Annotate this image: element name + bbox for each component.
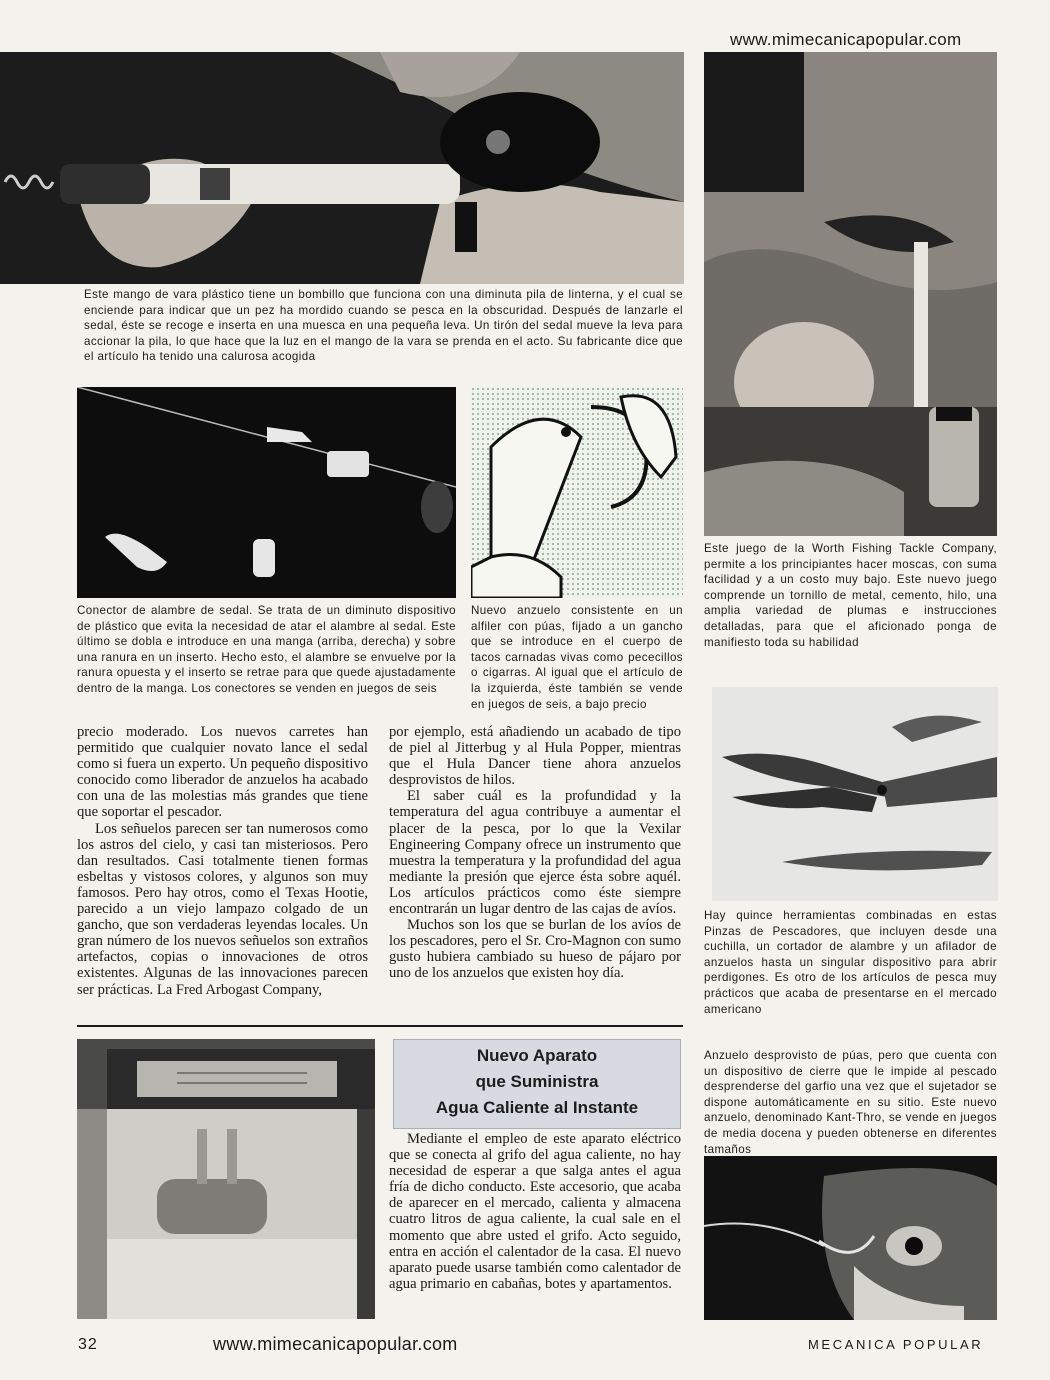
footer-watermark-url[interactable]: www.mimecanicapopular.com xyxy=(213,1334,458,1354)
sidebar-heading-line: Agua Caliente al Instante xyxy=(435,1098,639,1117)
rod-handle-caption: Este mango de vara plástico tiene un bombillo que funciona con una diminuta pila de linterna, y el cual se enciende para indicar que un pez ha mordido cuando se pesca en la obscuridad. Después de lanzarle el sedal, éste se recoge e inserta en una muesca en una pequeña leva. Un tirón del sedal mueve la leva para accionar la pila, lo que hace que la luz en el mango de la vara se prenda en el acto. Su fabricante dice que el artículo ha tenido una calurosa acogida xyxy=(84,288,683,364)
magazine-name: MECANICA POPULAR xyxy=(808,1337,984,1352)
article-paragraph: precio moderado. Los nuevos carretes han permitido que cualquier novato lance el sedal como si fuera un experto. Un pequeño dispositivo conocido como liberador de anzuelos ha acabado con una de las molestias más grandes que tiene que soportar el pescador. xyxy=(77,724,369,821)
article-column-2 xyxy=(389,724,681,982)
header-watermark-url[interactable]: www.mimecanicapopular.com xyxy=(730,30,962,49)
water-heater-photo xyxy=(77,1039,375,1319)
sidebar-heading xyxy=(393,1039,681,1129)
fly-kit-photo xyxy=(704,52,997,536)
article-paragraph: El saber cuál es la profundidad y la temperatura del agua contribuye a aumentar el placer de la pesca, por lo que la Vexilar Engineering Company ofrece un instrumento que muestra la temperatura y la profundidad del agua mediante la presión que ejerce ésta sobre aquél. Los artículos prácticos como éste siempre encontrarán un lugar dentro de las cajas de avíos. xyxy=(389,788,681,918)
article-paragraph: Los señuelos parecen ser tan numerosos como los astros del cielo, y casi tan misteriosos. Pero dan resultados. Casi totalmente tienen formas esbeltas y vistosos colores, y algunos son muy famosos. Pero hay otros, como el Texas Hootie, parecido a un viejo lampazo colgado de un gancho, que son verdaderas leyendas locales. Un gran número de los nuevos señuelos son extraños artefactos, copias o innovaciones de otros existentes. Algunas de las innovaciones parecen ser prácticas. La Fred Arbogast Company, xyxy=(77,820,368,998)
fish-hook-photo xyxy=(704,1156,997,1320)
pliers-caption: Hay quince herramientas combinadas en estas Pinzas de Pescadores, que incluyen desde una cuchilla, un cortador de alambre y un afilador de anzuelos hasta un singular dispositivo para abrir perdigones. Es otro de los artículos de pesca muy prácticos que acaba de presentarse en el mercado americano xyxy=(704,909,997,1016)
pliers-photo xyxy=(712,687,998,901)
article-paragraph: Muchos son los que se burlan de los avíos de los pescadores, pero el Sr. Cro-Magnon con sumo gusto hubiera cambiado su hueso de pájaro por uno de los anzuelos que existen hoy día. xyxy=(389,917,681,982)
article-column-1 xyxy=(77,724,368,998)
fly-kit-caption: Este juego de la Worth Fishing Tackle Company, permite a los principiantes hacer moscas, con suma facilidad y a un costo muy bajo. Este nuevo juego comprende un tornillo de metal, cemento, hilo, una amplia variedad de plumas e instrucciones detalladas, para que el aficionado ponga de manifiesto toda su habilidad xyxy=(704,542,997,649)
sidebar-paragraph: Mediante el empleo de este aparato eléctrico que se conecta al grifo del agua caliente, no hay necesidad de esperar a que salga antes el agua fría de dicho conducto. Este accesorio, que acaba de aparecer en el mercado, calienta y almacena cuatro litros de agua caliente, la cual sale en el momento que abre usted el grifo. Acto seguido, entra en acción el calentador de la casa. El nuevo aparato puede usarse también como calentador de agua primario en cabañas, botes y apartamentos. xyxy=(389,1131,681,1292)
article-paragraph: por ejemplo, está añadiendo un acabado de tipo de piel al Jitterbug y al Hula Popper, mientras que el Hula Dancer tiene ahora anzuelos desprovistos de hilos. xyxy=(389,724,681,789)
wire-connector-caption: Conector de alambre de sedal. Se trata de un diminuto dispositivo de plástico que evita la necesidad de atar el alambre al sedal. Este último se dobla e introduce en una manga (arriba, derecha) y sobre una ranura en un inserto. Hecho esto, el alambre se envuelve por la ranura opuesta y el inserto se retrae para que quede ajustadamente dentro de la manga. Los conectores se venden en juegos de seis xyxy=(77,604,456,695)
page-number: 32 xyxy=(78,1336,98,1353)
sidebar-heading-line: que Suministra xyxy=(475,1072,599,1091)
sidebar-body xyxy=(389,1131,681,1292)
wire-connector-photo xyxy=(77,387,456,598)
rod-handle-photo xyxy=(0,52,684,284)
kant-thro-caption: Anzuelo desprovisto de púas, pero que cuenta con un dispositivo de cierre que le impide al pescado desprenderse del garfio una vez que el sujetador se dispone automáticamente en su sitio. Este nuevo anzuelo, denominado Kant-Thro, se vende en juegos de media docena y pueden obtenerse en diferentes tamaños xyxy=(704,1049,997,1156)
pin-hook-caption: Nuevo anzuelo consistente en un alfiler con púas, fijado a un gancho que se introduce en el cuerpo de tacos carnadas vivas como pececillos o cigarras. Al igual que el artículo de la izquierda, éste también se vende en juegos de seis, a bajo precio xyxy=(471,604,683,711)
pin-hook-illustration xyxy=(471,387,683,598)
sidebar-heading-line: Nuevo Aparato xyxy=(476,1046,598,1065)
section-divider xyxy=(77,1025,683,1027)
